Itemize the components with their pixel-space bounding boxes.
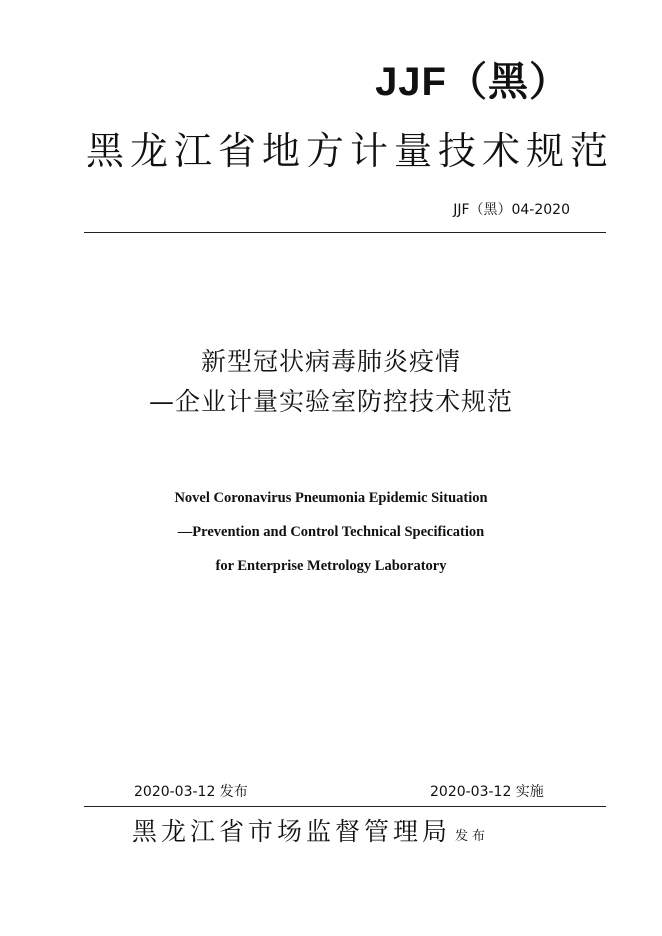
bottom-divider: [84, 806, 606, 807]
issuing-authority: [132, 812, 489, 848]
implementation-date: 2020-03-12 实施: [430, 784, 544, 800]
chinese-title-line-2: —企业计量实验室防控技术规范: [148, 387, 513, 416]
english-title-line-3: for Enterprise Metrology Laboratory: [215, 558, 447, 574]
standard-code-title: JJF（黑）: [375, 60, 570, 104]
standard-category: 黑龙江省地方计量技术规范: [86, 129, 615, 173]
english-title-line-1: Novel Coronavirus Pneumonia Epidemic Situation: [174, 490, 488, 506]
top-divider: [84, 232, 606, 233]
chinese-title-line-1: 新型冠状病毒肺炎疫情: [200, 347, 461, 376]
issue-date: 2020-03-12 发布: [134, 784, 248, 800]
document-number: JJF（黑）04-2020: [453, 202, 570, 218]
issuing-authority-name: 黑龙江省市场监督管理局: [132, 817, 452, 846]
chinese-title: [0, 342, 662, 422]
issuing-authority-verb: 发布: [455, 829, 490, 844]
english-title-line-2: —Prevention and Control Technical Specification: [177, 524, 485, 540]
english-title: [0, 481, 662, 583]
